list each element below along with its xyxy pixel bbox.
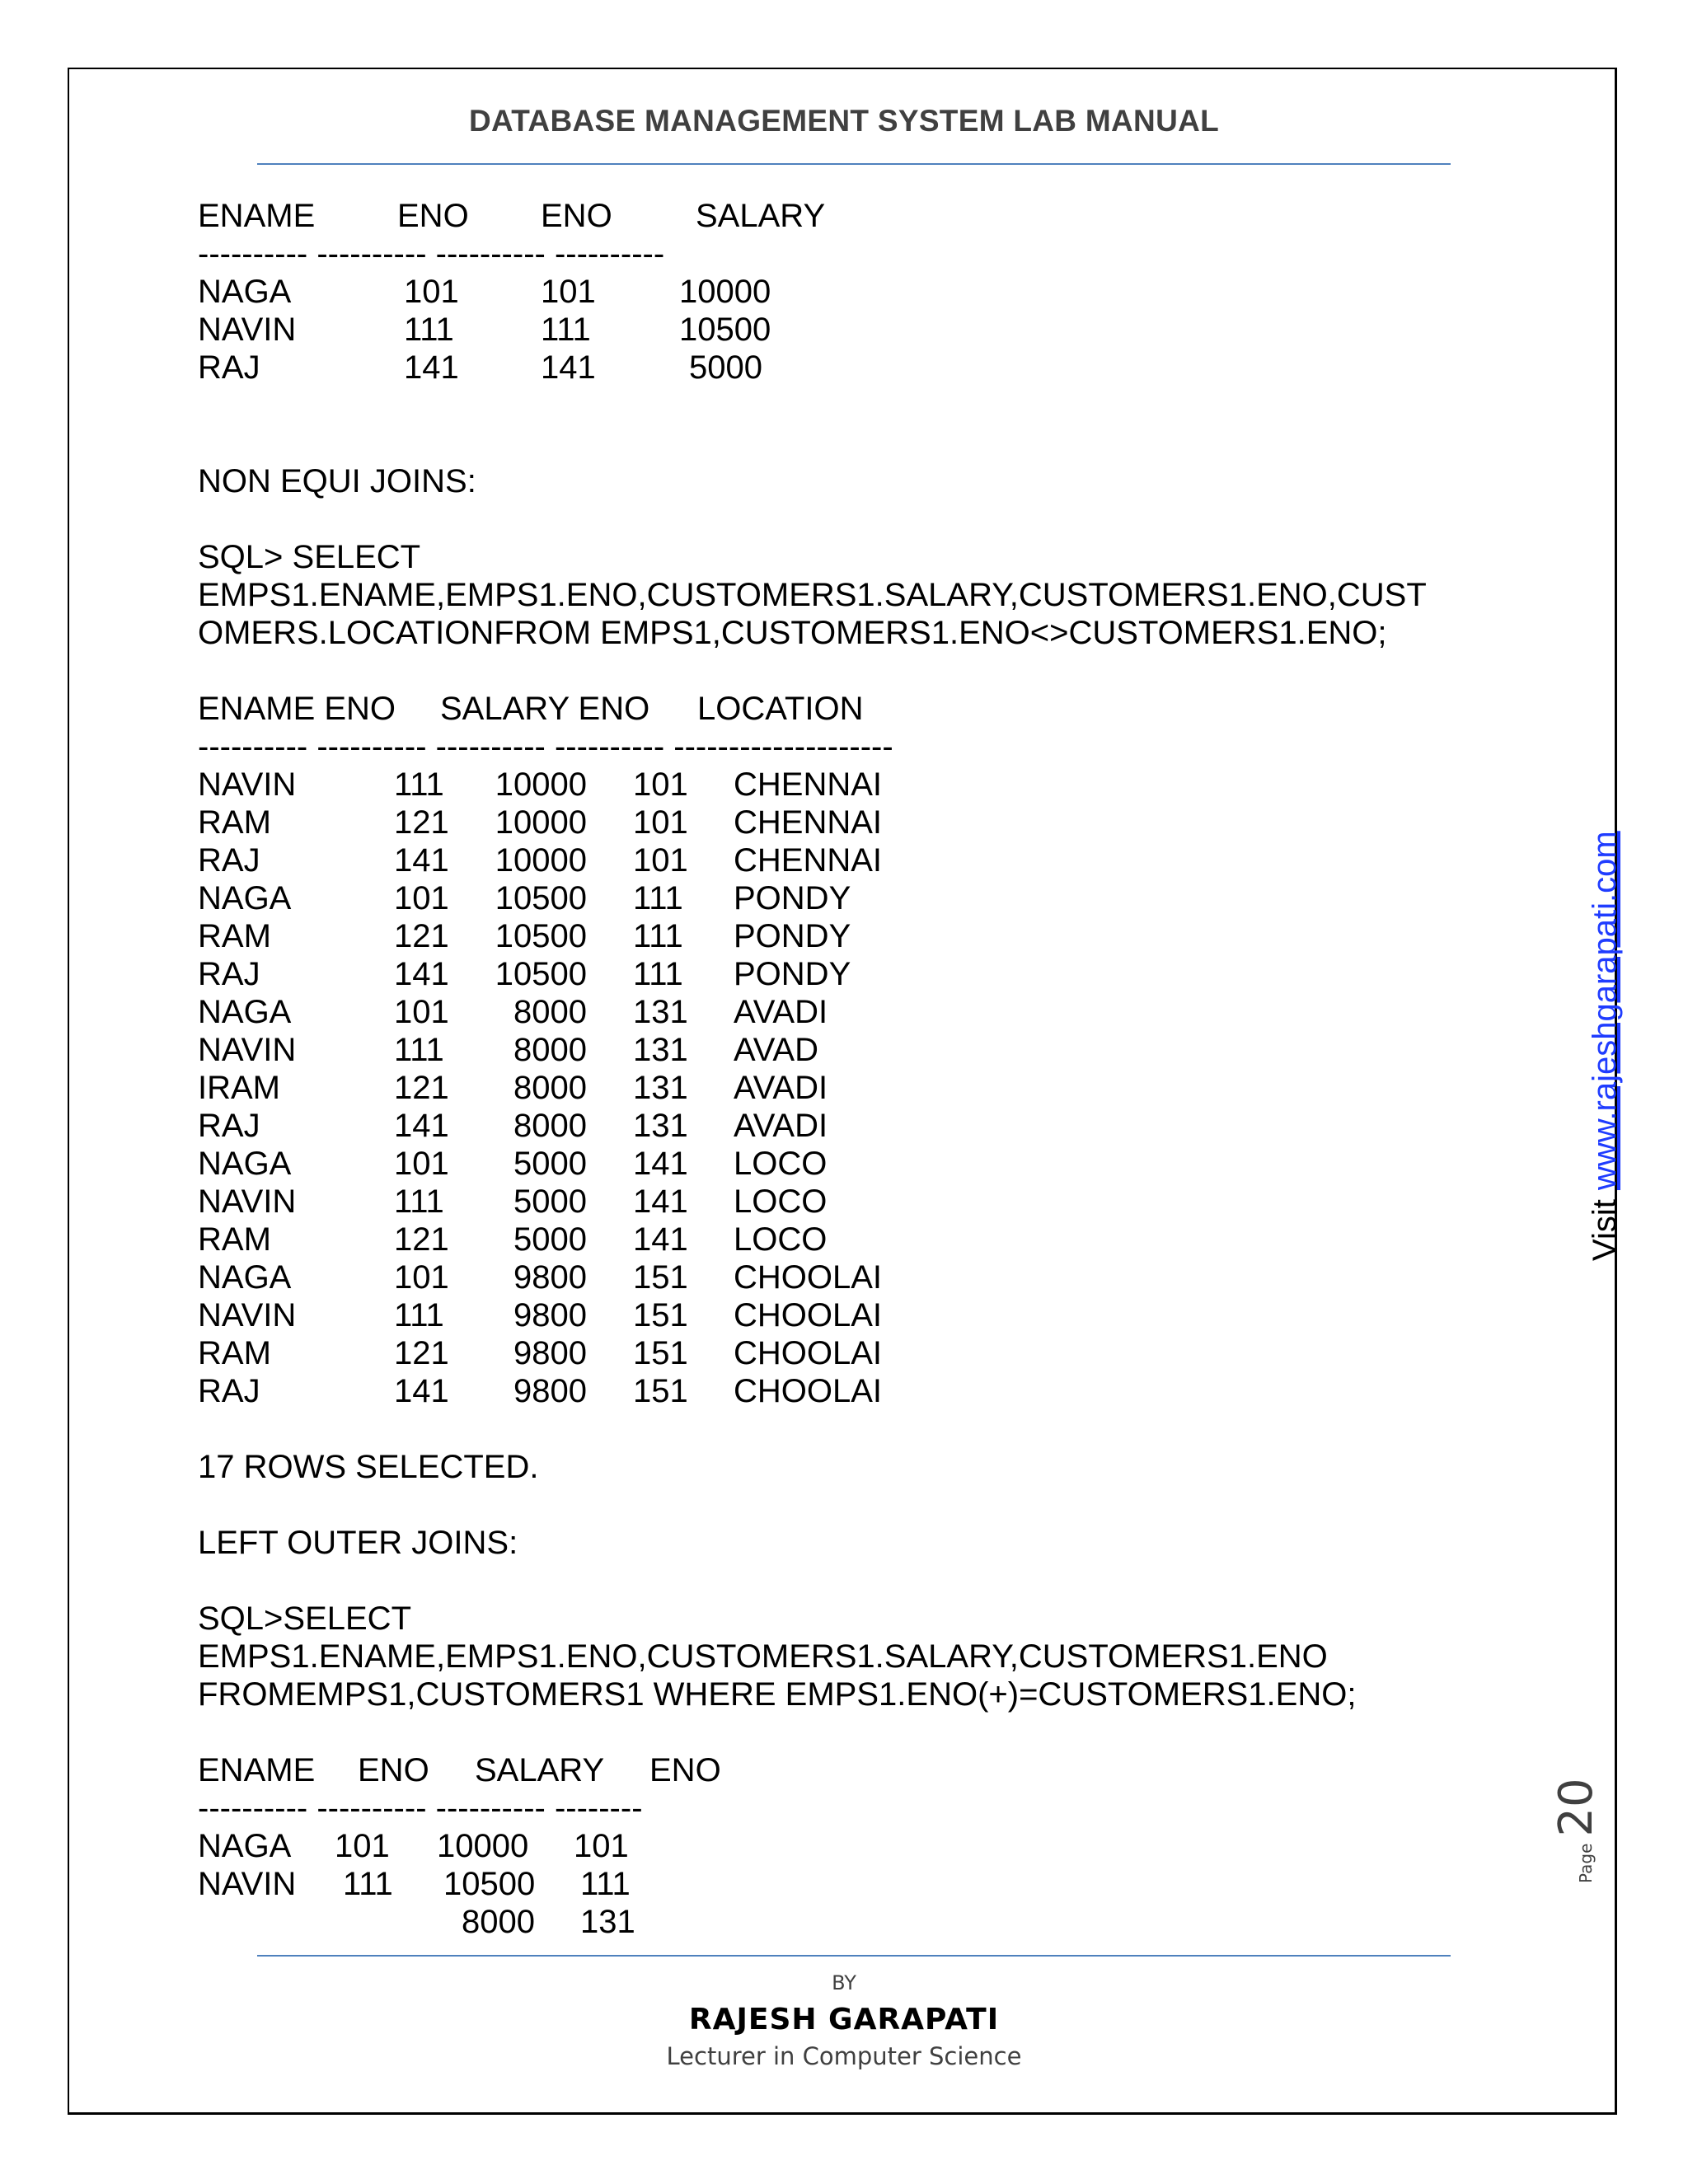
table1-header-eno2: ENO (541, 198, 612, 234)
table2-header-salary-eno: SALARY ENO (440, 691, 650, 727)
table-cell: 141 (633, 1221, 688, 1258)
table-cell: 10000 (495, 804, 587, 841)
table-cell: 111 (394, 1297, 444, 1333)
table-cell: 10000 (495, 766, 587, 803)
table-cell: CHOOLAI (734, 1373, 883, 1409)
table-cell: IRAM (198, 1070, 280, 1106)
table-cell: 8000 (513, 1070, 587, 1106)
table-cell: NAGA (198, 1259, 292, 1296)
table-cell: LOCO (734, 1146, 828, 1182)
page-number (1550, 1778, 1603, 1883)
table-cell: 151 (633, 1259, 688, 1296)
table-cell: 101 (394, 880, 449, 916)
table-cell: 5000 (689, 349, 762, 386)
sql-line: OMERS.LOCATIONFROM EMPS1,CUSTOMERS1.ENO<>CUSTOMERS1.ENO; (198, 615, 1387, 651)
table-cell: 111 (633, 918, 683, 954)
visit-label: Visit (1587, 1199, 1623, 1261)
table-cell: 10500 (495, 956, 587, 992)
table-cell: 111 (633, 956, 683, 992)
table-cell: 10500 (679, 312, 771, 348)
table-cell: 131 (633, 994, 688, 1030)
table-cell: 5000 (513, 1221, 587, 1258)
table-cell: 101 (335, 1828, 390, 1864)
table2-dashes: ---------- ---------- ---------- ---------- -------------------- (198, 729, 893, 765)
table-cell: NAGA (198, 1828, 292, 1864)
table-cell: AVAD (734, 1032, 818, 1068)
header-divider (257, 163, 1451, 165)
table-cell: NAVIN (198, 1183, 297, 1220)
table-cell: PONDY (734, 880, 851, 916)
table-cell: 111 (394, 766, 444, 803)
table-cell: 121 (394, 1070, 449, 1106)
table-cell: NAVIN (198, 312, 297, 348)
section-heading-left-outer-joins: LEFT OUTER JOINS: (198, 1525, 518, 1561)
table-cell: 141 (394, 956, 449, 992)
table-cell: CHOOLAI (734, 1297, 883, 1333)
table-cell: NAVIN (198, 766, 297, 803)
table-cell: 9800 (513, 1297, 587, 1333)
table-cell: RAJ (198, 956, 260, 992)
table-cell: CHENNAI (734, 766, 883, 803)
table-cell: 10000 (437, 1828, 529, 1864)
table-cell: 131 (633, 1070, 688, 1106)
page-label: Page (1576, 1843, 1596, 1883)
table3-header-salary: SALARY (475, 1752, 605, 1788)
table-cell: 141 (633, 1146, 688, 1182)
table-cell: NAGA (198, 274, 292, 310)
table-cell: 10500 (495, 880, 587, 916)
table-cell: 5000 (513, 1183, 587, 1220)
table-cell: 101 (633, 842, 688, 879)
table-cell: 111 (394, 1032, 444, 1068)
table-cell: CHOOLAI (734, 1259, 883, 1296)
footer-by: BY (832, 1971, 856, 1994)
table-cell: 151 (633, 1373, 688, 1409)
table3-header-eno2: ENO (649, 1752, 721, 1788)
page-number-value: 20 (1550, 1778, 1603, 1837)
table-cell: RAM (198, 804, 271, 841)
table-cell: 111 (541, 312, 591, 348)
table-cell: 10500 (495, 918, 587, 954)
table-cell: 101 (633, 766, 688, 803)
table-cell: 8000 (513, 994, 587, 1030)
table-cell: 151 (633, 1297, 688, 1333)
table-cell: 8000 (513, 1108, 587, 1144)
table1-header-salary: SALARY (696, 198, 826, 234)
table-cell: LOCO (734, 1221, 828, 1258)
table-cell: 131 (633, 1032, 688, 1068)
table-cell: 121 (394, 1335, 449, 1371)
sql-line: FROMEMPS1,CUSTOMERS1 WHERE EMPS1.ENO(+)=CUSTOMERS1.ENO; (198, 1676, 1357, 1713)
table-cell: NAGA (198, 994, 292, 1030)
table-cell: RAM (198, 918, 271, 954)
table-cell: AVADI (734, 1108, 828, 1144)
table1-dashes: ---------- ---------- ---------- ---------- (198, 236, 665, 272)
table-cell: 8000 (462, 1904, 535, 1940)
table-cell: 101 (541, 274, 596, 310)
table-cell: 141 (394, 842, 449, 879)
table-cell: RAM (198, 1221, 271, 1258)
section-heading-non-equi-joins: NON EQUI JOINS: (198, 463, 476, 499)
table2-header-ename-eno: ENAME ENO (198, 691, 396, 727)
footer-role: Lecturer in Computer Science (666, 2042, 1022, 2070)
table-cell: AVADI (734, 994, 828, 1030)
table-cell: NAVIN (198, 1866, 297, 1902)
table-cell: 111 (580, 1866, 631, 1902)
table-cell: CHENNAI (734, 842, 883, 879)
table-cell: 131 (633, 1108, 688, 1144)
table-cell: RAM (198, 1335, 271, 1371)
website-link[interactable]: www.rajeshgarapati.com (1587, 831, 1623, 1191)
table-cell: 9800 (513, 1259, 587, 1296)
table-cell: CHOOLAI (734, 1335, 883, 1371)
table-cell: 111 (343, 1866, 393, 1902)
table-cell: 101 (404, 274, 459, 310)
side-visit-text (1587, 831, 1624, 1261)
table-cell: RAJ (198, 1108, 260, 1144)
table-cell: 131 (580, 1904, 635, 1940)
table-cell: LOCO (734, 1183, 828, 1220)
table-cell: 9800 (513, 1373, 587, 1409)
table-cell: 141 (541, 349, 596, 386)
table-cell: NAGA (198, 880, 292, 916)
table-cell: 101 (394, 994, 449, 1030)
table-cell: 8000 (513, 1032, 587, 1068)
sql-line: SQL> SELECT (198, 539, 421, 575)
table-cell: 121 (394, 918, 449, 954)
table-cell: NAVIN (198, 1297, 297, 1333)
table-cell: 141 (633, 1183, 688, 1220)
table-cell: 10000 (679, 274, 771, 310)
table-cell: 101 (574, 1828, 629, 1864)
sql-line: EMPS1.ENAME,EMPS1.ENO,CUSTOMERS1.SALARY,CUSTOMERS1.ENO (198, 1638, 1328, 1675)
table-cell: 141 (404, 349, 459, 386)
table-cell: CHENNAI (734, 804, 883, 841)
table-cell: 111 (633, 880, 683, 916)
table-cell: RAJ (198, 349, 260, 386)
table-cell: 5000 (513, 1146, 587, 1182)
table-cell: NAGA (198, 1146, 292, 1182)
table-cell: RAJ (198, 1373, 260, 1409)
table-cell: AVADI (734, 1070, 828, 1106)
table1-header-eno: ENO (397, 198, 469, 234)
table3-header-ename: ENAME (198, 1752, 316, 1788)
table3-dashes: ---------- ---------- ---------- -------- (198, 1790, 643, 1826)
table-cell: 101 (394, 1146, 449, 1182)
table2-header-location: LOCATION (697, 691, 864, 727)
sql-line: EMPS1.ENAME,EMPS1.ENO,CUSTOMERS1.SALARY,CUSTOMERS1.ENO,CUST (198, 577, 1427, 613)
table-cell: 111 (394, 1183, 444, 1220)
table-cell: 141 (394, 1108, 449, 1144)
table-cell: NAVIN (198, 1032, 297, 1068)
table-cell: PONDY (734, 956, 851, 992)
table-cell: 141 (394, 1373, 449, 1409)
table-cell: 101 (394, 1259, 449, 1296)
result-count: 17 ROWS SELECTED. (198, 1449, 539, 1485)
table-cell: 101 (633, 804, 688, 841)
table3-header-eno: ENO (358, 1752, 429, 1788)
table-cell: 121 (394, 804, 449, 841)
table-cell: RAJ (198, 842, 260, 879)
sql-line: SQL>SELECT (198, 1601, 412, 1637)
table-cell: 121 (394, 1221, 449, 1258)
footer-divider (257, 1955, 1451, 1957)
table-cell: 10500 (443, 1866, 536, 1902)
table1-header-ename: ENAME (198, 198, 316, 234)
footer-author: RAJESH GARAPATI (688, 2003, 1000, 2036)
table-cell: PONDY (734, 918, 851, 954)
page-header-title: DATABASE MANAGEMENT SYSTEM LAB MANUAL (468, 104, 1220, 138)
table-cell: 111 (404, 312, 454, 348)
table-cell: 151 (633, 1335, 688, 1371)
table-cell: 9800 (513, 1335, 587, 1371)
table-cell: 10000 (495, 842, 587, 879)
